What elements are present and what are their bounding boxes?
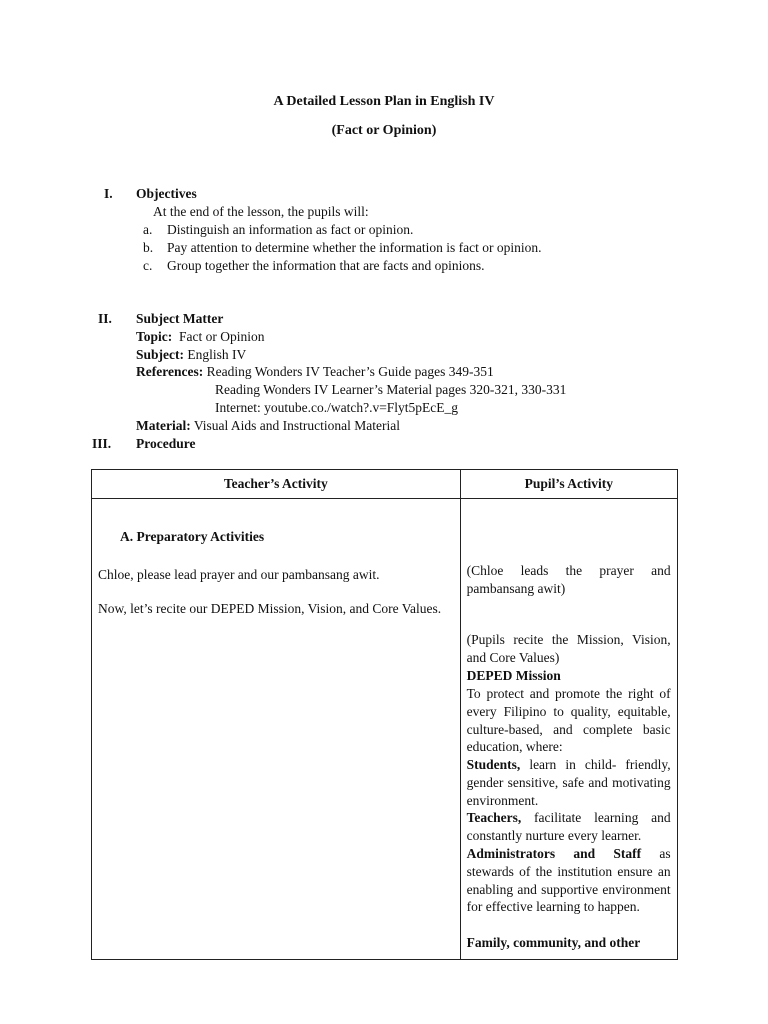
topic-line [136,329,265,345]
section-heading-objectives: Objectives [136,186,197,201]
table-row [92,499,678,960]
administrators-text: as stewards of the institution ensure an enabling and supportive environment for effective learning to happen. [466,846,671,915]
subject-label: Subject: [136,347,184,362]
pupil-prayer-response: (Chloe leads the prayer and pambansang awit) [466,563,671,596]
administrators-paragraph [467,845,671,916]
section-heading-subject-matter: Subject Matter [136,311,224,326]
document-title: A Detailed Lesson Plan in English IV [273,94,495,109]
teacher-activity-header: Teacher’s Activity [92,470,461,499]
teachers-label: Teachers, [466,810,522,825]
references-label: References: [136,364,204,379]
table-header-row [92,470,678,499]
reference-item: Reading Wonders IV Learner’s Material pages 320-321, 330-331 [215,382,567,397]
teachers-paragraph [467,809,671,845]
teacher-activity-cell [92,499,461,960]
subject-value: English IV [187,347,247,362]
section-numeral-objectives: I. [104,186,113,201]
objective-marker: a. [143,222,153,237]
objective-item: Group together the information that are facts and opinions. [167,258,485,273]
objective-item: Pay attention to determine whether the information is fact or opinion. [167,240,542,255]
section-numeral-subject-matter: II. [98,311,112,326]
references-line [136,364,494,380]
objectives-intro: At the end of the lesson, the pupils will: [153,204,369,219]
objective-item: Distinguish an information as fact or opinion. [167,222,414,237]
document-subtitle: (Fact or Opinion) [331,123,437,138]
students-paragraph [467,756,671,809]
material-line [136,418,400,434]
students-label: Students, [466,757,521,772]
objective-marker: c. [143,258,153,273]
teacher-recite-instruction: Now, let’s recite our DEPED Mission, Vision, and Core Values. [98,601,442,616]
reference-item: Reading Wonders IV Teacher’s Guide pages 349-351 [206,364,494,379]
objective-marker: b. [143,240,154,255]
material-label: Material: [136,418,191,433]
pupil-activity-cell [460,499,677,960]
students-text: learn in child- friendly, gender sensitive, safe and motivating environment. [466,757,671,808]
deped-mission-text: To protect and promote the right of every Filipino to quality, equitable, culture-based, and complete basic education, where: [466,686,671,755]
administrators-label: Administrators and Staff [466,846,642,861]
teacher-prayer-instruction: Chloe, please lead prayer and our pambansang awit. [98,567,380,582]
subject-line [136,347,246,363]
topic-label: Topic: [136,329,173,344]
preparatory-activities-heading: A. Preparatory Activities [120,529,265,544]
teachers-text: facilitate learning and constantly nurture every learner. [466,810,671,843]
reference-item: Internet: youtube.co./watch?.v=Flyt5pEcE_g [215,400,459,415]
pupil-activity-header: Pupil’s Activity [460,470,677,499]
section-heading-procedure: Procedure [136,436,196,451]
section-numeral-procedure: III. [92,436,112,451]
activity-table [91,469,678,960]
topic-value: Fact or Opinion [179,329,265,344]
pupil-recite-response: (Pupils recite the Mission, Vision, and Core Values) [466,632,671,665]
family-community-label: Family, community, and other [466,935,641,950]
material-value: Visual Aids and Instructional Material [193,418,401,433]
deped-mission-heading: DEPED Mission [466,668,561,683]
